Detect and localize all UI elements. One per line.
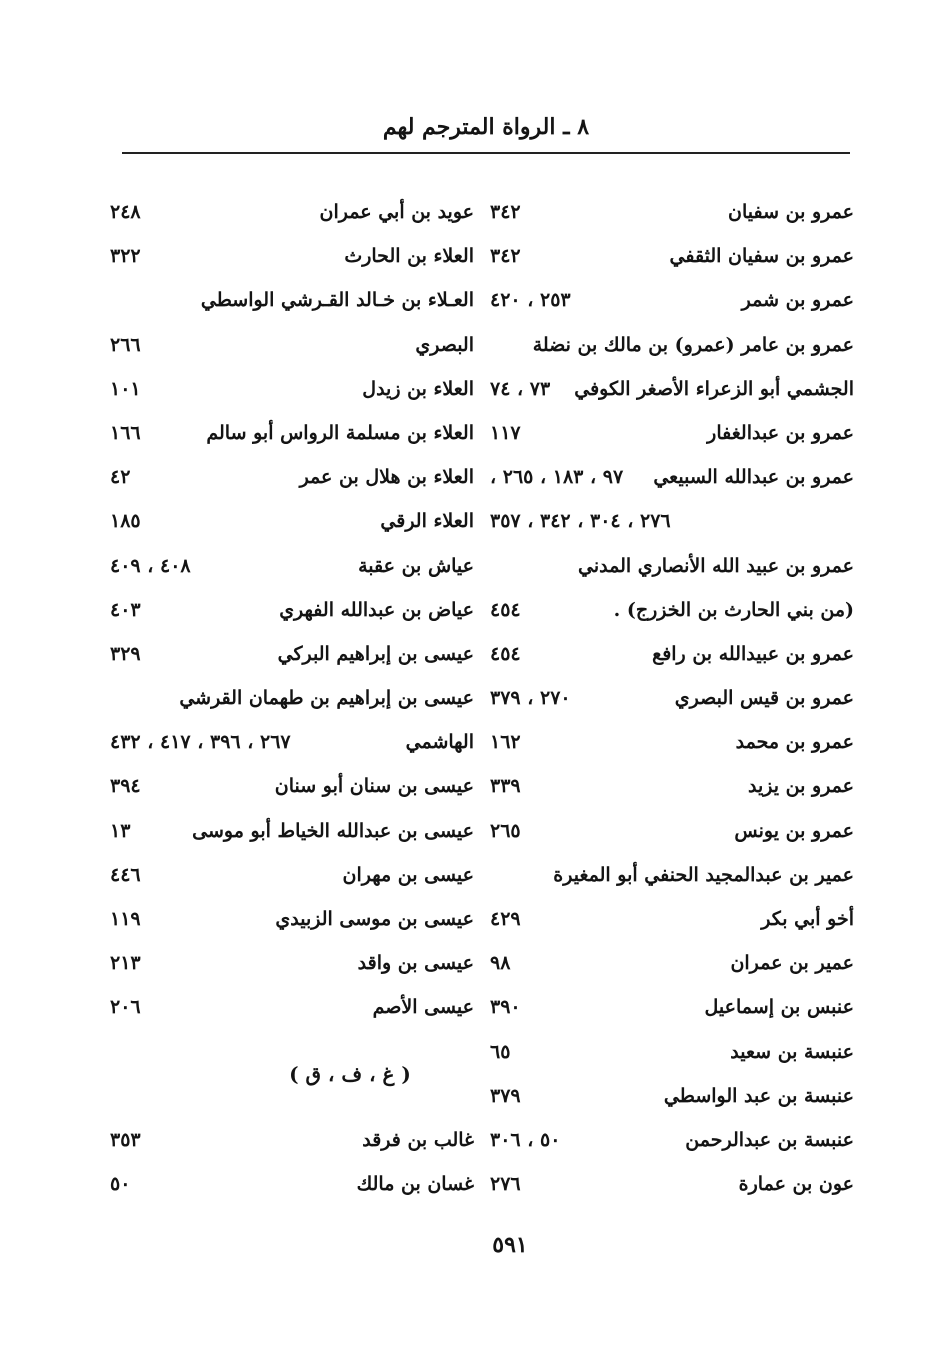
- index-entry: [490, 411, 860, 455]
- narrator-name: عياض بن عبدالله الفهري: [279, 598, 474, 621]
- page-references: ٦٥: [490, 1040, 511, 1063]
- page-references: ٣٤٢: [490, 201, 521, 223]
- index-entry: [490, 853, 860, 897]
- index-entry: [110, 1118, 480, 1162]
- narrator-name: (من بني الحارث بن الخزرج) .: [613, 598, 854, 621]
- page-references: ٣٩٠: [490, 996, 521, 1019]
- index-entry: [490, 190, 860, 234]
- page-references: ١٦٦: [110, 421, 141, 444]
- page-references: ١١٩: [110, 908, 141, 930]
- index-entry: [110, 764, 480, 808]
- page-references: ٣٣٩: [490, 775, 521, 798]
- page-references: ٤٢٩: [490, 908, 521, 930]
- narrator-name: عمرو بن عامر (عمرو) بن مالك بن نضلة: [532, 333, 854, 356]
- index-entry: [110, 1162, 480, 1206]
- narrator-name: عيسى بن إبراهيم بن طهمان القرشي: [179, 687, 474, 710]
- narrator-name: عمرو بن قيس البصري: [674, 687, 854, 710]
- page-references: ٣٥٣: [110, 1128, 141, 1151]
- narrator-name: عمرو بن سفيان الثقفي: [669, 245, 854, 268]
- right-column: [490, 190, 860, 1206]
- index-entry: [110, 234, 480, 278]
- narrator-name: عمرو بن يزيد: [748, 775, 854, 798]
- index-entry: [490, 1030, 860, 1074]
- narrator-name: عيسى بن مهران: [342, 863, 474, 886]
- index-entry: [110, 588, 480, 632]
- page-references: ٣٩٤: [110, 775, 141, 798]
- page-references: ٤٥٤: [490, 598, 521, 621]
- index-entry: [490, 588, 860, 632]
- narrator-name: العلاء بن هلال بن عمر: [299, 466, 474, 489]
- index-entry: [490, 897, 860, 941]
- page-references: ٢٥٣ ، ٤٢٠: [490, 289, 571, 312]
- narrator-name: عنبس بن إسماعيل: [704, 996, 854, 1019]
- index-entry: [110, 853, 480, 897]
- narrator-name: عمرو بن عبيدالله بن رافع: [652, 642, 854, 665]
- index-entry: [490, 1118, 860, 1162]
- index-entry: [110, 544, 480, 588]
- page-references: ٢٧٦ ، ٣٠٤ ، ٣٤٢ ، ٣٥٧: [490, 510, 671, 533]
- index-entry: [490, 941, 860, 985]
- index-entry: [490, 278, 860, 322]
- page-references: ٣٢٢: [110, 245, 141, 268]
- index-entry: [490, 455, 860, 499]
- narrator-name: عيسى بن عبدالله الخياط أبو موسى: [192, 819, 474, 842]
- narrator-name: العلاء بن الحارث: [344, 245, 474, 268]
- narrator-name: عمرو بن شمر: [741, 289, 854, 312]
- index-entry: [490, 809, 860, 853]
- page-references: ٢٧٦: [490, 1173, 521, 1196]
- page-references: ٤٢: [110, 466, 131, 489]
- index-entry: [110, 632, 480, 676]
- page-header-title: ٨ ـ الرواة المترجم لهم: [382, 114, 590, 140]
- index-entry: [110, 809, 480, 853]
- index-entry: [110, 897, 480, 941]
- narrator-name: عيسى الأصم: [372, 996, 474, 1019]
- page-references: ٢٠٦: [110, 996, 141, 1019]
- narrator-name: عياش بن عقبة: [358, 554, 474, 577]
- narrator-name: البصري: [415, 333, 474, 356]
- narrator-name: عمير بن عمران: [730, 952, 854, 975]
- narrator-name: عمرو بن يونس: [734, 819, 854, 842]
- page-references: ٢٦٦: [110, 333, 141, 356]
- index-entry: [490, 985, 860, 1029]
- index-entry: [490, 720, 860, 764]
- section-heading: ( غ ، ف ، ق ): [289, 1061, 411, 1086]
- page-number: ٥٩١: [492, 1232, 528, 1258]
- page-references: ٤٥٤: [490, 642, 521, 665]
- index-entry: [110, 455, 480, 499]
- narrator-name: العلاء بن مسلمة الرواس أبو سالم: [206, 421, 474, 444]
- narrator-name: غسان بن مالك: [356, 1173, 474, 1196]
- narrator-name: غالب بن فرقد: [362, 1128, 474, 1151]
- narrator-name: عمرو بن عبدالغفار: [707, 421, 854, 444]
- page-references: ١٨٥: [110, 510, 141, 533]
- index-entry: [490, 632, 860, 676]
- narrator-name: عويد بن أبي عمران: [319, 201, 474, 223]
- index-entry: [490, 544, 860, 588]
- index-entry: [110, 278, 480, 322]
- page-references: ٩٨: [490, 952, 511, 975]
- index-entry: [110, 941, 480, 985]
- narrator-name: عمير بن عبدالمجيد الحنفي أبو المغيرة: [553, 863, 854, 886]
- page-references: ٤٠٣: [110, 598, 141, 621]
- narrator-name: عنبسة بن عبدالرحمن: [685, 1128, 854, 1151]
- narrator-name: عيسى بن إبراهيم البركي: [277, 642, 474, 665]
- page-references: ٢٤٨: [110, 201, 141, 223]
- index-entry: [110, 676, 480, 720]
- narrator-name: عمرو بن محمد: [735, 731, 854, 754]
- page-references: ٥٠ ، ٣٠٦: [490, 1128, 561, 1151]
- index-entry: [110, 720, 480, 764]
- index-entry: [490, 323, 860, 367]
- page-references: ١٣: [110, 819, 131, 842]
- narrator-name: عنبسة بن سعيد: [730, 1040, 854, 1063]
- page-references: ١١٧: [490, 421, 521, 444]
- narrator-name: عنبسة بن عبد الواسطي: [663, 1084, 854, 1107]
- index-entry: [490, 499, 860, 543]
- narrator-name: العـلاء بن خـالد القـرشي الواسطي: [200, 289, 474, 312]
- index-entry: [490, 1074, 860, 1118]
- narrator-name: عيسى بن واقد: [357, 952, 474, 975]
- index-entry: [110, 367, 480, 411]
- page-references: ٣٤٢: [490, 245, 521, 268]
- page-references: ٩٧ ، ١٨٣ ، ٢٦٥ ،: [490, 466, 624, 489]
- narrator-name: عون بن عمارة: [738, 1173, 854, 1196]
- page-references: ٧٣ ، ٧٤: [490, 377, 551, 400]
- page-references: ٤٠٨ ، ٤٠٩: [110, 554, 191, 577]
- index-entry: [110, 499, 480, 543]
- narrator-name: عمرو بن سفيان: [728, 201, 854, 223]
- index-entry: [110, 323, 480, 367]
- narrator-name: عمرو بن عبيد الله الأنصاري المدني: [578, 554, 854, 577]
- narrator-name: عمرو بن عبدالله السبيعي: [653, 466, 854, 489]
- page-references: ١٠١: [110, 377, 141, 400]
- narrator-name: الهاشمي: [405, 731, 474, 754]
- index-entry: [110, 190, 480, 234]
- index-entry: [110, 985, 480, 1029]
- index-entry: [490, 1162, 860, 1206]
- page-references: ٢٦٥: [490, 819, 521, 842]
- page-references: ٣٢٩: [110, 642, 141, 665]
- narrator-name: عيسى بن موسى الزبيدي: [275, 908, 474, 930]
- index-entry: [490, 367, 860, 411]
- index-entry: [490, 676, 860, 720]
- narrator-name: عيسى بن سنان أبو سنان: [274, 775, 474, 798]
- page-references: ٢١٣: [110, 952, 141, 975]
- page-references: ٢٦٧ ، ٣٩٦ ، ٤١٧ ، ٤٣٢: [110, 731, 291, 754]
- left-column: [110, 190, 480, 1206]
- narrator-name: الجشمي أبو الزعراء الأصغر الكوفي: [574, 377, 854, 400]
- index-entry: [490, 764, 860, 808]
- page-references: ١٦٢: [490, 731, 521, 754]
- page-references: ٢٧٠ ، ٣٧٩: [490, 687, 571, 710]
- index-entry: [110, 411, 480, 455]
- narrator-name: العلاء بن زيدل: [362, 377, 474, 400]
- header-rule: [122, 152, 850, 154]
- page-references: ٤٤٦: [110, 863, 141, 886]
- index-entry: [490, 234, 860, 278]
- narrator-name: العلاء الرقي: [380, 510, 474, 533]
- narrator-name: أخو أبي بكر: [761, 908, 854, 930]
- page-references: ٣٧٩: [490, 1084, 521, 1107]
- page-references: ٥٠: [110, 1173, 131, 1196]
